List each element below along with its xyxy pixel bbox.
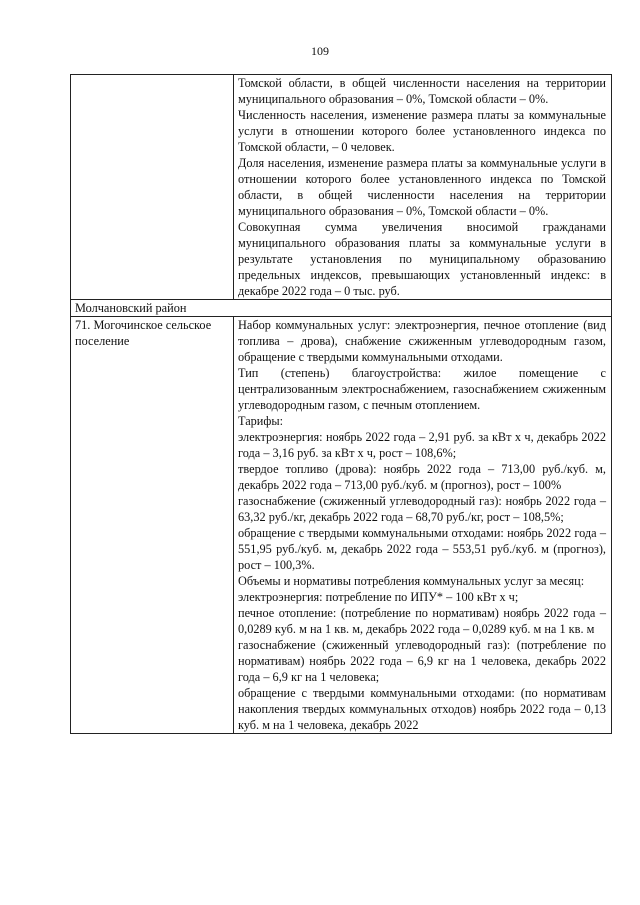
paragraph: Тарифы: [238, 414, 284, 428]
paragraph: электроэнергия: потребление по ИПУ* – 100 кВт х ч; [238, 590, 519, 604]
paragraph: обращение с твердыми коммунальными отходами: (по нормативам накопления твердых коммунальных отходов) ноябрь 2022 года – 0,13 куб. м на 1 человека, декабрь 2022 [238, 686, 606, 732]
paragraph: Объемы и нормативы потребления коммунальных услуг за месяц: [238, 574, 585, 588]
table-cell-right [234, 317, 612, 734]
paragraph: электроэнергия: ноябрь 2022 года – 2,91 руб. за кВт х ч, декабрь 2022 года – 3,16 руб. за кВт х ч, рост – 108,6%; [238, 430, 606, 460]
region-row [71, 300, 612, 317]
table-row [71, 317, 612, 734]
document-table [70, 74, 612, 734]
paragraph: Численность населения, изменение размера платы за коммунальные услуги в отношении которого более установленного индекса по Томской области, – 0 человек. [238, 108, 606, 154]
paragraph: Томской области, в общей численности населения на территории муниципального образования – 0%, Томской области – 0%. [238, 76, 606, 106]
paragraph: Доля населения, изменение размера платы за коммунальные услуги в отношении которого более установленного индекса по Томской области, в общей численности населения на территории муниципального образования – 0%, Томской области – 0%. [238, 156, 606, 218]
paragraph: печное отопление: (потребление по нормативам) ноябрь 2022 года – 0,0289 куб. м на 1 кв. м, декабрь 2022 года – 0,0289 куб. м на 1 кв. м [238, 606, 606, 636]
paragraph: газоснабжение (сжиженный углеводородный газ): (потребление по нормативам) ноябрь 2022 года – 6,9 кг на 1 человека, декабрь 2022 года – 6,9 кг на 1 человека; [238, 638, 606, 684]
paragraph: Совокупная сумма увеличения вносимой гражданами муниципального образования платы за коммунальные услуги в результате установления по муниципальному образованию предельных индексов, превышающих установленный индекс: в декабре 2022 года – 0 тыс. руб. [238, 220, 606, 298]
region-label: Молчановский район [71, 300, 612, 317]
paragraph: Тип (степень) благоустройства: жилое помещение с централизованным электроснабжением, газоснабжением сжиженным углеводородным газом, с печным отоплением. [238, 366, 606, 412]
paragraph: газоснабжение (сжиженный углеводородный газ): ноябрь 2022 года – 63,32 руб./кг, декабрь 2022 года – 68,70 руб./кг, рост – 108,5%; [238, 494, 606, 524]
paragraph: Набор коммунальных услуг: электроэнергия, печное отопление (вид топлива – дрова), снабжение сжиженным углеводородным газом, обращение с твердыми коммунальными отходами. [238, 318, 606, 364]
paragraph: обращение с твердыми коммунальными отходами: ноябрь 2022 года – 551,95 руб./куб. м, декабрь 2022 года – 553,51 руб./куб. м (прогноз), рост – 100,3%. [238, 526, 606, 572]
table-cell-right [234, 75, 612, 300]
table-row [71, 75, 612, 300]
page-number: 109 [311, 44, 329, 58]
settlement-name: 71. Могочинское сельское поселение [71, 317, 234, 734]
paragraph: твердое топливо (дрова): ноябрь 2022 года – 713,00 руб./куб. м, декабрь 2022 года – 713,00 руб./куб. м (прогноз), рост – 100% [238, 462, 606, 492]
table-cell-left [71, 75, 234, 300]
